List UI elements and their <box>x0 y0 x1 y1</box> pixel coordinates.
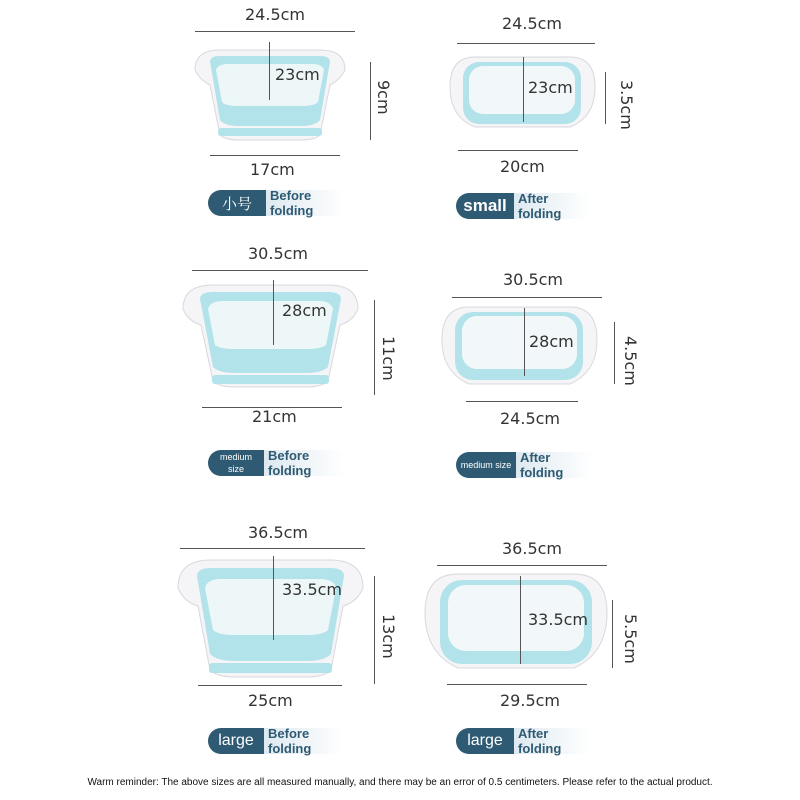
bottom-width-line <box>447 684 587 685</box>
height-label: 5.5cm <box>621 614 640 664</box>
top-width-label: 24.5cm <box>245 5 306 24</box>
state-label: After folding <box>514 193 590 219</box>
depth-line <box>269 42 270 100</box>
height-line <box>605 72 606 124</box>
depth-label: 28cm <box>529 332 574 351</box>
top-width-label: 30.5cm <box>503 270 564 289</box>
size-tag <box>208 450 344 476</box>
depth-label: 33.5cm <box>528 610 589 629</box>
size-tag <box>456 452 592 478</box>
bottom-width-line <box>466 401 578 402</box>
depth-line <box>273 556 274 640</box>
depth-label: 28cm <box>282 301 327 320</box>
top-width-label: 24.5cm <box>502 14 563 33</box>
basin-expanded-image <box>178 275 363 395</box>
state-label: Before folding <box>264 728 344 754</box>
size-pill: medium size <box>208 450 264 476</box>
top-width-line <box>180 548 365 549</box>
height-label: 4.5cm <box>621 336 640 386</box>
bottom-width-label: 25cm <box>248 691 293 710</box>
depth-line <box>273 280 274 345</box>
size-pill: large <box>456 728 514 754</box>
size-tag <box>208 190 345 216</box>
basin-expanded-image <box>173 550 368 685</box>
state-label: After folding <box>516 452 592 478</box>
height-line <box>612 600 613 668</box>
depth-label: 23cm <box>528 78 573 97</box>
top-width-label: 36.5cm <box>502 539 563 558</box>
top-width-line <box>192 270 368 271</box>
size-pill: 小号 <box>208 190 266 216</box>
bottom-width-label: 29.5cm <box>500 691 561 710</box>
height-label: 13cm <box>379 614 398 659</box>
size-tag <box>456 193 590 219</box>
size-tag <box>456 728 590 754</box>
top-width-line <box>437 565 607 566</box>
top-width-line <box>452 297 602 298</box>
depth-line <box>524 308 525 376</box>
top-width-line <box>457 43 595 44</box>
top-width-label: 36.5cm <box>248 523 309 542</box>
size-pill: medium size <box>456 452 516 478</box>
size-pill: small <box>456 193 514 219</box>
bottom-width-line <box>458 150 578 151</box>
state-label: Before folding <box>266 190 345 216</box>
height-line <box>374 300 375 395</box>
size-tag <box>208 728 344 754</box>
height-label: 3.5cm <box>617 80 636 130</box>
height-line <box>374 576 375 684</box>
top-width-line <box>195 31 355 32</box>
basin-folded-image <box>437 302 602 392</box>
depth-line <box>520 576 521 664</box>
footer-note: Warm reminder: The above sizes are all measured manually, and there may be an error of 0.5 centimeters. Please refer to the actual product. <box>87 777 713 788</box>
depth-line <box>523 57 524 122</box>
basin-expanded-image <box>190 40 350 145</box>
height-line <box>370 62 371 140</box>
bottom-width-line <box>198 685 342 686</box>
top-width-label: 30.5cm <box>248 244 309 263</box>
height-line <box>614 322 615 384</box>
state-label: Before folding <box>264 450 344 476</box>
depth-label: 23cm <box>275 65 320 84</box>
height-label: 11cm <box>379 336 398 381</box>
bottom-width-label: 17cm <box>250 160 295 179</box>
bottom-width-label: 24.5cm <box>500 409 561 428</box>
height-label: 9cm <box>374 80 393 115</box>
bottom-width-label: 21cm <box>252 407 297 426</box>
size-pill: large <box>208 728 264 754</box>
state-label: After folding <box>514 728 590 754</box>
bottom-width-line <box>210 155 340 156</box>
depth-label: 33.5cm <box>282 580 343 599</box>
bottom-width-label: 20cm <box>500 157 545 176</box>
